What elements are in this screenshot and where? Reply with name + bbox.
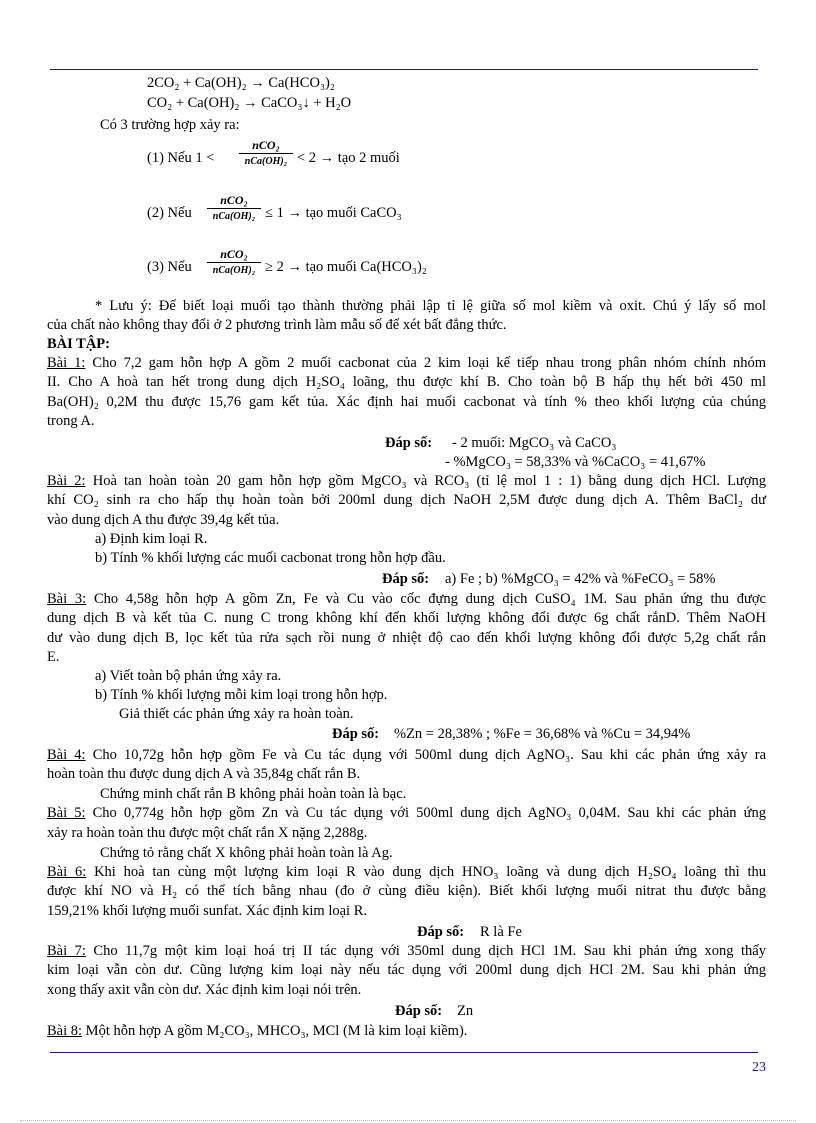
bai3-line-4: E. <box>47 649 60 665</box>
bai5-line-2: xảy ra hoàn toàn thu được một chất rắn X nặng 2,288g. <box>47 825 368 841</box>
case-2-suffix: ≤ 1 → tạo muối CaCO₃ <box>265 205 402 221</box>
bai6-answer-label: Đáp số: <box>417 924 465 940</box>
bai6-line-2: được khí NO và H₂ có thể tích bằng nhau (đo ở cùng điều kiện). Biết khối lượng muối nitrat thu được bằng <box>47 883 766 899</box>
bai2-label: Bài 2: <box>47 473 86 489</box>
bai8-line-1 <box>47 1022 467 1040</box>
bai1-answer-label: Đáp số: <box>385 435 433 451</box>
bai3-answer: %Zn = 28,38% ; %Fe = 36,68% và %Cu = 34,94% <box>394 726 691 742</box>
bai1-line-3: Ba(OH)₂ 0,2M thu được 15,76 gam kết tủa. Xác định hai muối cacbonat và tính % theo khối lượng của chúng <box>47 394 766 410</box>
fraction-numerator: nCO₂ <box>220 247 248 261</box>
fraction-numerator: nCO₂ <box>252 138 280 152</box>
bai1-line-1 <box>47 354 766 372</box>
bai3-answer-label: Đáp số: <box>332 726 380 742</box>
bai3-line-2: dung dịch B và kết tủa C. nung C trong không khí đến khối lượng không đổi được 6g chất rắnD. Thêm NaOH <box>47 610 766 626</box>
bai1-answer-1: - 2 muối: MgCO₃ và CaCO₃ <box>452 435 617 451</box>
bai2-text-1: Hoà tan hoàn toàn 20 gam hỗn hợp gồm MgCO₃ và RCO₃ (tỉ lệ mol 1 : 1) bằng dung dịch HCl. Lượng <box>92 473 766 489</box>
bai5-line-1 <box>47 804 766 822</box>
header-rule <box>50 69 758 70</box>
bai7-line-1 <box>47 942 766 960</box>
bai3-part-a: a) Viết toàn bộ phản ứng xảy ra. <box>95 668 282 684</box>
bai4-line-1 <box>47 746 766 764</box>
bai4-line-2: hoàn toàn thu được dung dịch A và 35,84g chất rắn B. <box>47 766 361 782</box>
bai3-line-1 <box>47 590 766 608</box>
equation-2: CO₂ + Ca(OH)₂ → CaCO₃↓ + H₂O <box>147 95 352 111</box>
equation-1: 2CO₂ + Ca(OH)₂ → Ca(HCO₃)₂ <box>147 75 335 91</box>
bai1-line-2: II. Cho A hoà tan hết trong dung dịch H₂SO₄ loãng, thu được khí B. Cho toàn bộ B hấp thụ hết bởi 450 ml <box>47 374 766 390</box>
fraction-numerator: nCO₂ <box>220 193 248 207</box>
bai5-line-3: Chứng tỏ rằng chất X không phải hoàn toàn là Ag. <box>100 845 393 861</box>
section-title: BÀI TẬP: <box>47 336 110 352</box>
footer-rule <box>50 1052 758 1053</box>
fraction-denominator: nCa(OH)₂ <box>212 265 256 276</box>
bai2-line-1 <box>47 472 766 490</box>
bai8-label: Bài 8: <box>47 1023 83 1039</box>
bai4-label: Bài 4: <box>47 747 86 763</box>
bai6-line-1 <box>47 863 766 881</box>
bai7-line-2: kim loại vẫn còn dư. Cũng lượng kim loại này nếu tác dụng với 200ml dung dịch HCl 2M. Sau khi phản ứng <box>47 962 766 978</box>
bai2-line-2: khí CO₂ sinh ra cho hấp thụ hoàn toàn bởi 200ml dung dịch NaOH 2,5M được dung dịch A. Thêm BaCl₂ dư <box>47 492 766 508</box>
cases-intro: Có 3 trường hợp xảy ra: <box>100 117 240 133</box>
bai1-answer-2: - %MgCO₃ = 58,33% và %CaCO₃ = 41,67% <box>445 454 706 470</box>
ratio-fraction-1 <box>239 138 293 168</box>
case-3-suffix: ≥ 2 → tạo muối Ca(HCO₃)₂ <box>265 259 427 275</box>
bai6-text-1: Khi hoà tan cùng một lượng kim loại R vào dung dịch HNO₃ loãng và dung dịch H₂SO₄ loãng thì thu <box>94 864 766 880</box>
bai4-line-3: Chứng minh chất rắn B không phải hoàn toàn là bạc. <box>100 786 407 802</box>
bai7-answer: Zn <box>457 1003 474 1019</box>
bai1-line-4: trong A. <box>47 413 95 429</box>
fraction-denominator: nCa(OH)₂ <box>244 156 288 167</box>
bai3-text-1: Cho 4,58g hỗn hợp A gồm Zn, Fe và Cu vào cốc đựng dung dịch CuSO₄ 1M. Sau phản ứng thu được <box>93 591 766 607</box>
ratio-fraction-2 <box>207 193 261 223</box>
bai2-part-b: b) Tính % khối lượng các muối cacbonat trong hỗn hợp đầu. <box>95 550 446 566</box>
bai2-answer: a) Fe ; b) %MgCO₃ = 42% và %FeCO₃ = 58% <box>445 571 716 587</box>
bai6-line-3: 159,21% khối lượng muối sunfat. Xác định kim loại R. <box>47 903 367 919</box>
bai5-text-1: Cho 0,774g hỗn hợp gồm Zn và Cu tác dụng với 500ml dung dịch AgNO₃ 0,04M. Sau khi các phản ứng <box>92 805 766 821</box>
bai3-label: Bài 3: <box>47 591 87 607</box>
bai2-part-a: a) Định kim loại R. <box>95 531 208 547</box>
page-bottom-border <box>20 1120 796 1121</box>
bai7-line-3: xong thấy axit vẫn còn dư. Xác định kim loại nói trên. <box>47 982 362 998</box>
bai1-text-1: Cho 7,2 gam hỗn hợp A gồm 2 muối cacbonat của 2 kim loại kế tiếp nhau trong phân nhóm chính nhóm <box>92 355 766 371</box>
bai3-assumption: Giả thiết các phản ứng xảy ra hoàn toàn. <box>119 706 354 722</box>
page-number: 23 <box>752 1060 766 1075</box>
case-1-suffix: < 2 → tạo 2 muối <box>297 150 400 166</box>
case-2-prefix: (2) Nếu <box>147 205 192 221</box>
note-line-2: của chất nào không thay đổi ở 2 phương trình làm mẫu số để xét bất đẳng thức. <box>47 317 507 333</box>
bai6-label: Bài 6: <box>47 864 87 880</box>
bai8-text-1: Một hỗn hợp A gồm M₂CO₃, MHCO₃, MCl (M là kim loại kiềm). <box>85 1023 468 1039</box>
bai5-label: Bài 5: <box>47 805 86 821</box>
bai6-answer: R là Fe <box>480 924 522 940</box>
bai2-answer-label: Đáp số: <box>382 571 430 587</box>
bai3-line-3: dư vào dung dịch B, lọc kết tủa rửa sạch rồi nung ở nhiệt độ cao đến khối lượng không đổi được 5,2g chất rắn <box>47 630 766 646</box>
bai7-answer-label: Đáp số: <box>395 1003 443 1019</box>
ratio-fraction-3 <box>207 247 261 277</box>
bai4-text-1: Cho 10,72g hỗn hợp gồm Fe và Cu tác dụng với 500ml dung dịch AgNO₃. Sau khi các phản ứng xảy ra <box>92 747 767 763</box>
bai2-line-3: vào dung dịch A thu được 39,4g kết tủa. <box>47 512 280 528</box>
bai3-part-b: b) Tính % khối lượng mỗi kim loại trong hỗn hợp. <box>95 687 388 703</box>
note-line-1: * Lưu ý: Để biết loại muối tạo thành thường phải lập tỉ lệ giữa số mol kiềm và oxit. Chú ý lấy số mol <box>95 298 766 314</box>
bai7-text-1: Cho 11,7g một kim loại hoá trị II tác dụng với 350ml dung dịch HCl 1M. Sau khi phản ứng xong thấy <box>93 943 766 959</box>
bai7-label: Bài 7: <box>47 943 86 959</box>
bai1-label: Bài 1: <box>47 355 86 371</box>
case-3-prefix: (3) Nếu <box>147 259 192 275</box>
fraction-denominator: nCa(OH)₂ <box>212 211 256 222</box>
case-1-prefix: (1) Nếu 1 < <box>147 150 215 166</box>
